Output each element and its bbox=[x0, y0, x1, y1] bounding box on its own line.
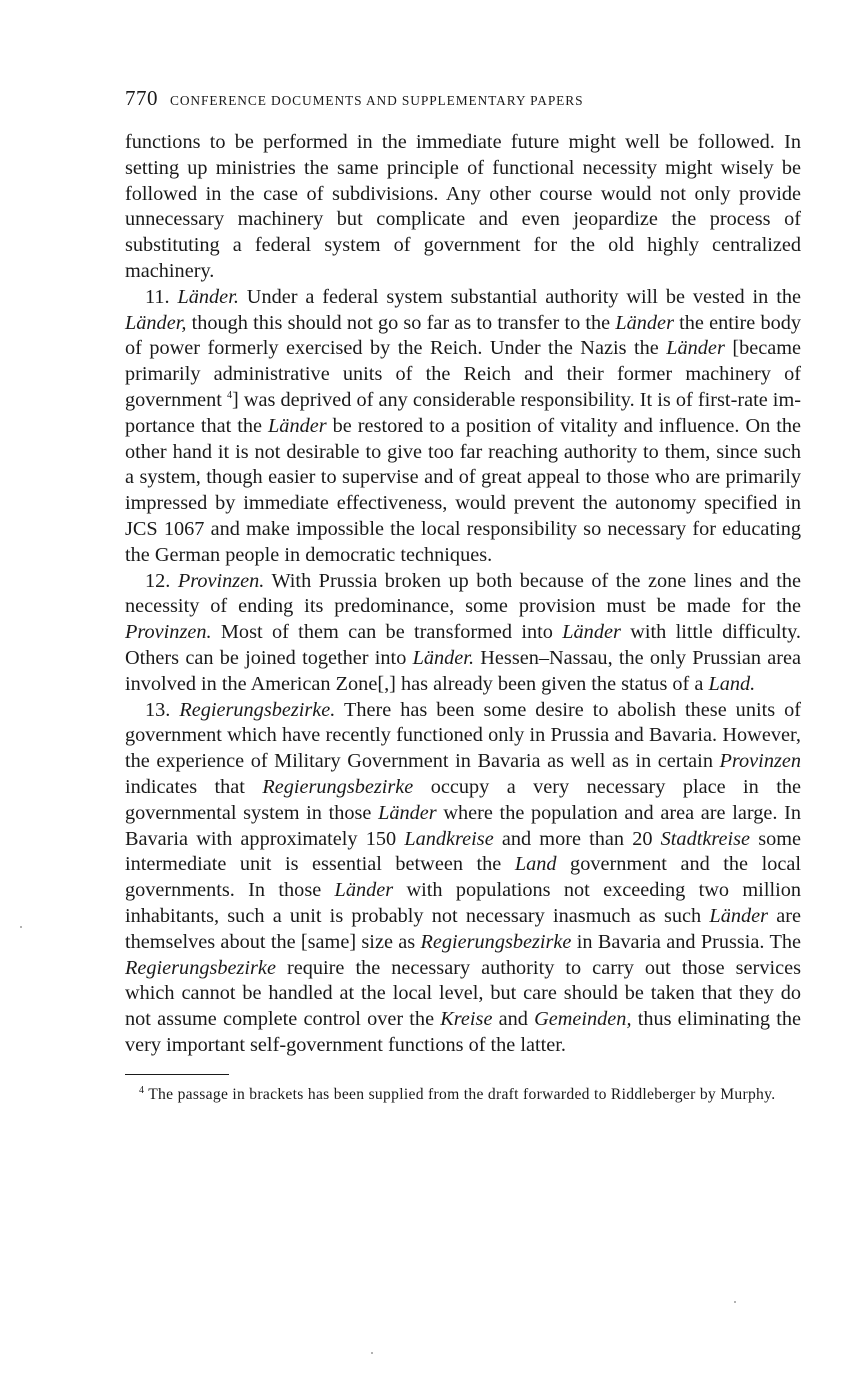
italic-term: Länder bbox=[562, 621, 621, 644]
footnote-text: The passage in brackets has been supplied from the draft forwarded to Riddleberger by Murphy. bbox=[148, 1085, 776, 1103]
italic-term: Kreise bbox=[440, 1008, 493, 1031]
italic-term: Regierungsbezirke bbox=[125, 956, 276, 979]
text-run: thus eliminating the very important self-government functions of the latter. bbox=[125, 1008, 802, 1056]
running-head bbox=[125, 86, 801, 122]
scan-speck bbox=[20, 926, 22, 928]
body-text bbox=[125, 130, 801, 1059]
italic-term: Regierungsbezirke. bbox=[179, 698, 336, 721]
text-run: functions to be performed in the immediate future might well be followed. In setting up ministries the same principle of functional necessity might wisely be followed in the case of subdivisions. Any other course would not only provide unnecessary machinery but complicate and even jeopardize the process of substituting a federal system of government for the old highly centralized machinery. bbox=[125, 131, 801, 282]
text-run: in Bavaria and Prussia. The bbox=[571, 930, 801, 953]
italic-term: Regierungsbezirke bbox=[262, 775, 414, 798]
italic-term: Länder. bbox=[177, 285, 239, 308]
footnote bbox=[125, 1085, 801, 1104]
text-run: ] was deprived of any considerable responsibility. It is of first-rate importance that the bbox=[125, 388, 801, 437]
text-run: Most of them can be transformed into bbox=[211, 621, 563, 644]
italic-term: Gemeinden, bbox=[534, 1008, 632, 1031]
text-run: though this should not go so far as to transfer to the bbox=[186, 311, 616, 334]
scan-speck bbox=[734, 1301, 736, 1303]
italic-term: Länder. bbox=[412, 646, 475, 669]
paragraph-continuation bbox=[125, 130, 801, 285]
italic-term: Länder bbox=[268, 414, 327, 437]
text-run: be restored to a position of vitality and influence. On the other hand it is not desirable to give too far reaching authority to them, since such a system, though easier to supervise and of great appeal to those who are primarily impressed by immediate effectiveness, would prevent the autonomy specified in JCS 1067 and make impossible the local responsibility so necessary for educating the German people in democratic techniques. bbox=[125, 414, 802, 566]
document-page bbox=[125, 86, 801, 1104]
text-run: with populations not exceeding two million inhabitants, such a unit is probably not necessary inasmuch as such bbox=[125, 879, 801, 927]
italic-term: Länder, bbox=[125, 311, 187, 334]
italic-term: Länder bbox=[378, 801, 437, 824]
text-run: occupy a very necessary place in the governmental system in those bbox=[125, 775, 801, 824]
text-run: [became primarily administrative units of the Reich and their former machinery of government bbox=[125, 337, 802, 411]
page-number: 770 bbox=[125, 86, 158, 110]
text-run: and more than 20 bbox=[493, 827, 661, 850]
italic-term: Land. bbox=[708, 672, 756, 695]
italic-term: Provinzen bbox=[719, 750, 801, 773]
text-run: with little difficulty. Others can be joined together into bbox=[125, 621, 801, 669]
text-run: government and the local governments. In those bbox=[125, 853, 801, 902]
text-run: There has been some desire to abolish these units of government which have recently functioned only in Prussia and Bavaria. However, the experience of Military Government in Bavaria as well as in certain bbox=[125, 698, 802, 773]
text-run: are themselves about the [same] size as bbox=[125, 904, 802, 953]
italic-term: Provinzen. bbox=[125, 621, 212, 644]
text-run: require the necessary authority to carry out those services which cannot be handled at the local level, but care should be taken that they do not assume complete control over the bbox=[125, 956, 801, 1031]
text-run: 11. bbox=[145, 285, 178, 308]
text-run: 13. bbox=[145, 698, 180, 721]
text-run: where the population and area are large. In Bavaria with approximately 150 bbox=[125, 801, 801, 850]
text-run: and bbox=[492, 1008, 535, 1031]
footnote-reference: 4 bbox=[226, 390, 232, 402]
scan-speck bbox=[371, 1352, 373, 1354]
paragraph-regierungsbezirke bbox=[125, 698, 801, 1059]
italic-term: Land bbox=[514, 853, 557, 876]
text-run: the entire body of power formerly exercised by the Reich. Under the Nazis the bbox=[125, 311, 802, 360]
paragraph-lander bbox=[125, 285, 801, 569]
italic-term: Länder bbox=[334, 879, 394, 902]
text-run: Hessen–Nassau, the only Prussian area involved in the American Zone[,] has already been given the status of a bbox=[125, 646, 801, 695]
italic-term: Länder bbox=[666, 337, 725, 360]
italic-term: Länder bbox=[615, 311, 674, 334]
footnote-divider bbox=[125, 1074, 229, 1075]
paragraph-provinzen bbox=[125, 569, 801, 698]
text-run: With Prussia broken up both because of the zone lines and the necessity of ending its predominance, some provision must be made for the bbox=[125, 569, 801, 618]
italic-term: Länder bbox=[709, 904, 769, 927]
italic-term: Stadtkreise bbox=[660, 827, 751, 850]
running-title: CONFERENCE DOCUMENTS AND SUPPLEMENTARY PAPERS bbox=[170, 93, 584, 108]
footnote-marker: 4 bbox=[139, 1084, 145, 1096]
text-run: some intermediate unit is essential between the bbox=[125, 827, 801, 876]
text-run: 12. bbox=[145, 569, 178, 592]
text-run: Under a federal system substantial authority will be vested in the bbox=[238, 285, 801, 308]
italic-term: Provinzen. bbox=[177, 569, 265, 592]
italic-term: Regierungsbezirke bbox=[420, 930, 572, 953]
text-run: indicates that bbox=[125, 775, 263, 798]
italic-term: Landkreise bbox=[404, 827, 494, 850]
